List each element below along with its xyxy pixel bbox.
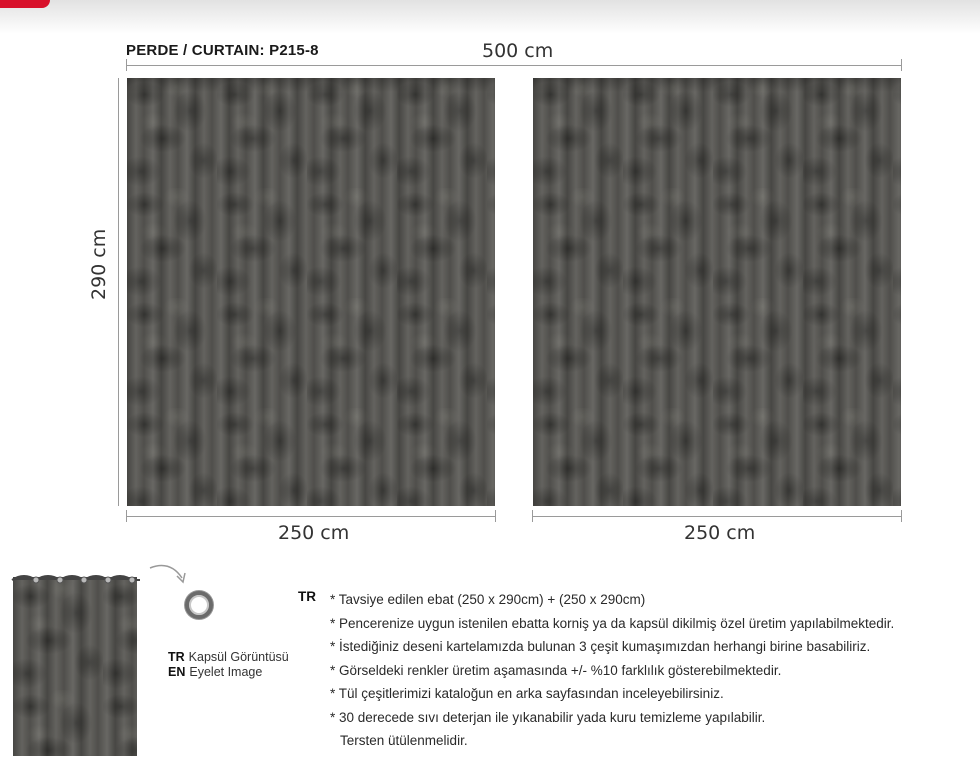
eyelet-en-label: Eyelet Image (189, 665, 263, 679)
top-bar (0, 0, 980, 34)
note-item: * Tül çeşitlerimizi kataloğun en arka sayfasından inceleyebilirsiniz. (330, 686, 724, 701)
total-width-tick-right (901, 59, 902, 71)
eyelet-caption-en (168, 665, 262, 679)
total-width-label: 500 cm (482, 40, 554, 62)
curved-arrow-icon (148, 562, 192, 590)
note-item: * Görseldeki renkler üretim aşamasında +/- %10 farklılık gösterebilmektedir. (330, 662, 782, 678)
height-label: 290 cm (88, 228, 110, 300)
curtain-panel-right (533, 78, 901, 506)
note-item-continuation: Tersten ütülenmelidir. (340, 733, 468, 748)
note-item: * Pencerenize uygun istenilen ebatta korniş ya da kapsül dikilmiş özel üretim yapılabilmektedir. (330, 615, 895, 631)
page-title: PERDE / CURTAIN: P215-8 (126, 42, 319, 59)
height-line (118, 78, 119, 506)
panel-right-width-label: 250 cm (684, 522, 756, 544)
eyelet-ring-icon (185, 591, 213, 619)
eyelet-tr-tag: TR (168, 650, 185, 664)
brand-tab (0, 0, 50, 8)
total-width-tick-left (126, 59, 127, 71)
eyelet-caption-tr (168, 650, 289, 664)
panel-left-width-label: 250 cm (278, 522, 350, 544)
notes-language-tag: TR (298, 589, 316, 604)
note-item: * İstediğiniz deseni kartelamızda bulunan 3 çeşit kumaşımızdan herhangi birine basabiliriz. (330, 639, 871, 654)
panel-left-width-line (126, 516, 496, 517)
panel-right-tick-right (901, 510, 902, 522)
panel-right-width-line (532, 516, 902, 517)
eyelet-rod (10, 570, 142, 586)
eyelet-en-tag: EN (168, 665, 186, 679)
note-item: * 30 derecede sıvı deterjan ile yıkanabilir yada kuru temizleme yapılabilir. (330, 709, 766, 725)
notes-list (330, 592, 894, 757)
note-item: * Tavsiye edilen ebat (250 x 290cm) + (250 x 290cm) (330, 592, 646, 607)
curtain-panel-left (127, 78, 495, 506)
curtain-thumbnail (13, 577, 137, 756)
eyelet-tr-label: Kapsül Görüntüsü (188, 650, 289, 664)
panel-right-tick-left (532, 510, 533, 522)
panel-left-tick-left (126, 510, 127, 522)
panel-left-tick-right (495, 510, 496, 522)
total-width-line (126, 65, 902, 66)
